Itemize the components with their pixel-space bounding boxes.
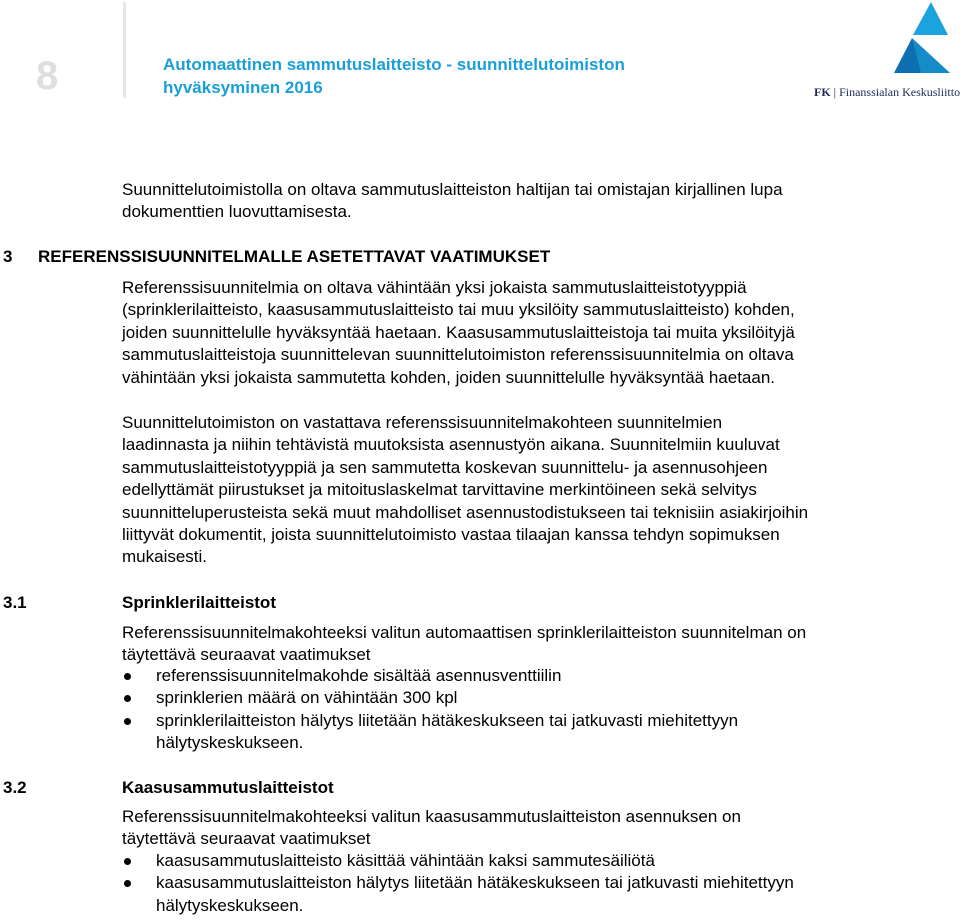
bullet-icon xyxy=(124,880,131,887)
list-item-text: kaasusammutuslaitteiston hälytys liitetään hätäkeskukseen tai jatkuvasti miehitettyyn hälytyskeskukseen. xyxy=(156,873,794,915)
intro-paragraph: Suunnittelutoimistolla on oltava sammutuslaitteiston haltijan tai omistajan kirjallinen lupa dokumenttien luovuttamisesta. xyxy=(122,180,783,222)
requirements-list xyxy=(122,665,952,755)
header-divider xyxy=(123,2,126,98)
bullet-icon xyxy=(124,695,131,702)
list-item xyxy=(122,710,952,755)
subsection-intro: Referenssisuunnitelmakohteeksi valitun kaasusammutuslaitteiston asennuksen on täytettävä seuraavat vaatimukset xyxy=(122,807,741,849)
organization-name xyxy=(814,85,960,99)
logo-name: Finanssialan Keskusliitto xyxy=(839,85,960,99)
subsection-heading: Kaasusammutuslaitteistot xyxy=(122,778,334,797)
list-item xyxy=(122,665,952,687)
fk-logo-icon xyxy=(893,1,953,81)
document-title: Automaattinen sammutuslaitteisto - suunnittelutoimiston hyväksyminen 2016 xyxy=(163,55,625,97)
subsection-number: 3.1 xyxy=(3,593,27,612)
list-item xyxy=(122,850,952,872)
list-item-text: kaasusammutuslaitteisto käsittää vähintään kaksi sammutesäiliötä xyxy=(156,851,655,870)
section-heading: REFERENSSISUUNNITELMALLE ASETETTAVAT VAATIMUKSET xyxy=(38,247,551,266)
list-item-text: sprinklerien määrä on vähintään 300 kpl xyxy=(156,688,458,708)
subsection-intro: Referenssisuunnitelmakohteeksi valitun automaattisen sprinklerilaitteiston suunnitelman on täytettävä seuraavat vaatimukset xyxy=(122,623,807,665)
bullet-icon xyxy=(124,718,131,725)
subsection-heading: Sprinklerilaitteistot xyxy=(122,593,276,612)
logo-abbrev: FK xyxy=(814,85,831,99)
requirements-list xyxy=(122,850,952,917)
bullet-icon xyxy=(124,673,131,680)
subsection-number: 3.2 xyxy=(3,778,27,797)
list-item xyxy=(122,872,952,917)
logo-triangle-top xyxy=(913,2,948,35)
section-paragraph-2: Suunnittelutoimiston on vastattava referenssisuunnitelmakohteen suunnitelmien laadinnasta ja niihin tehtävistä muutoksista asennustyön aikana. Suunnitelmiin kuuluvat sammutuslaitteistotyyppiä ja sen sammutetta koskevan suunnittelu- ja asennusohjeen edellyttämät piirustukset ja mitoituslaskelmat tarvittavine merkintöineen sekä selvitys suunnitteluperusteista sekä muut mahdolliset asennustodistukseen tai teknisiin asiakirjoihin liittyvät dokumentit, joista suunnittelutoimisto vastaa tilaajan kanssa tehdyn sopimuksen mukaisesti. xyxy=(122,413,809,567)
list-item-text: referenssisuunnitelmakohde sisältää asennusventtiilin xyxy=(156,666,562,685)
logo-separator: | xyxy=(833,85,837,99)
section-number: 3 xyxy=(3,247,13,266)
list-item xyxy=(122,687,952,709)
section-paragraph-1: Referenssisuunnitelmia on oltava vähintään yksi jokaista sammutuslaitteistotyyppiä (sprinklerilaitteisto, kaasusammutuslaitteisto tai muu yksilöity sammutuslaitteisto) kohden, joiden suunnittelulle hyväksyntää haetaan. Kaasusammutuslaitteistoja tai muita yksilöityjä sammutuslaitteistoja suunnittelevan suunnittelutoimiston referenssisuunnitelmia on oltava vähintään yksi jokaista sammutetta kohden, joiden suunnittelulle hyväksyntää haetaan. xyxy=(122,278,795,387)
page-number: 8 xyxy=(36,54,59,98)
bullet-icon xyxy=(124,858,131,865)
list-item-text: sprinklerilaitteiston hälytys liitetään hätäkeskukseen tai jatkuvasti miehitettyyn hälytyskeskukseen. xyxy=(156,710,739,753)
